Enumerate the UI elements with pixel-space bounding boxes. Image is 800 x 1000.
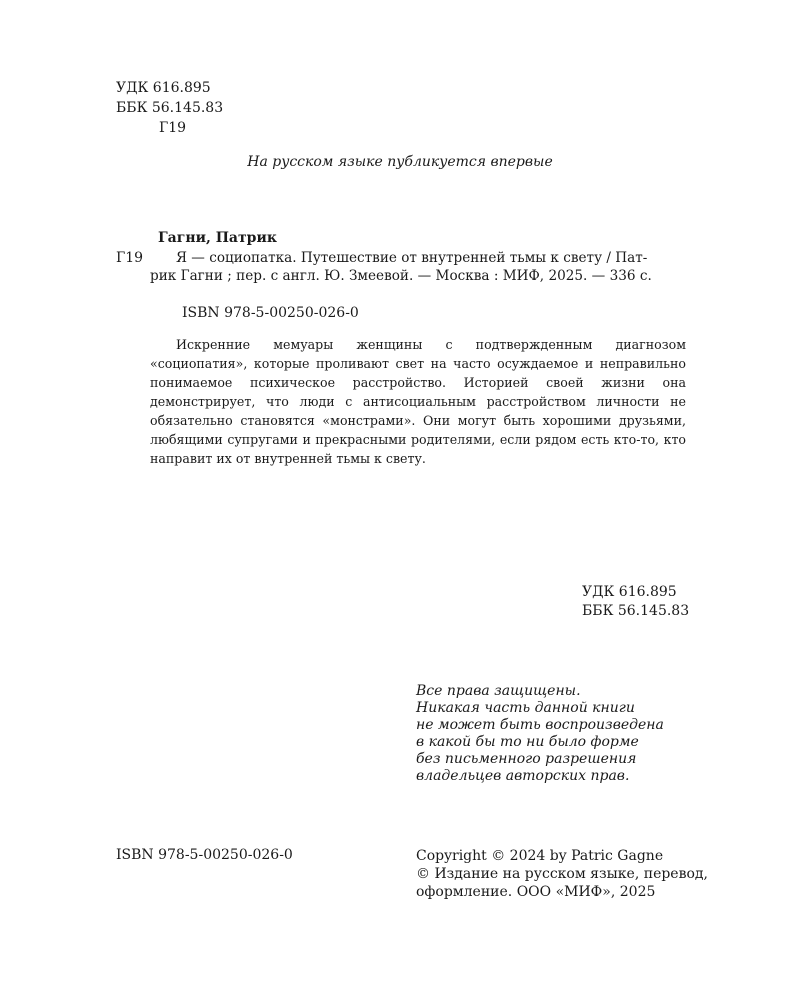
rights-line: Никакая часть данной книги: [416, 700, 635, 716]
catalog-entry: [150, 250, 686, 285]
bbk-code: ББК 56.145.83: [116, 99, 224, 116]
publication-note: На русском языке публикуется впервые: [247, 154, 553, 170]
catalog-isbn: ISBN 978-5-00250-026-0: [182, 305, 359, 321]
rights-line: не может быть воспроизведена: [416, 717, 664, 733]
rights-line: в какой бы то ни было форме: [416, 734, 639, 750]
rights-line: владельцев авторских прав.: [416, 768, 630, 784]
author-mark: Г19: [159, 119, 187, 136]
copyright-block: [416, 847, 708, 901]
annotation: Искренние мемуары женщины с подтвержденным диагнозом «социопатия», которые проливают свет на часто осуждаемое и неправильно понимаемое психическое расстройство. Историей своей жизни она демонстрирует, что люди с антисоциальным расстройством личности не обязательно становятся «монстрами». Они могут быть хорошими друзьями, любящими супругами и прекрасными родителями, если рядом есть кто-то, кто направит их от внутренней тьмы к свету.: [150, 337, 686, 466]
copyright-line: © Издание на русском языке, перевод,: [416, 866, 708, 882]
catalog-author-mark: Г19: [116, 250, 144, 266]
rights-line: Все права защищены.: [416, 683, 581, 699]
rights-line: без письменного разрешения: [416, 751, 637, 767]
catalog-entry-line: рик Гагни ; пер. с англ. Ю. Змеевой. — Москва : МИФ, 2025. — 336 с.: [150, 268, 652, 285]
classification-block: [116, 80, 223, 136]
rights-notice: [416, 683, 664, 785]
footer-isbn: ISBN 978-5-00250-026-0: [116, 847, 293, 863]
bbk-code-bottom: ББК 56.145.83: [582, 602, 690, 619]
author-heading: Гагни, Патрик: [158, 230, 277, 246]
catalog-entry-line: Я — социопатка. Путешествие от внутренней тьмы к свету / Пат-: [176, 250, 648, 266]
bottom-classification-block: [582, 584, 689, 620]
copyright-line: Copyright © 2024 by Patric Gagne: [416, 848, 664, 864]
udk-code: УДК 616.895: [116, 80, 211, 96]
copyright-line: оформление. ООО «МИФ», 2025: [416, 884, 656, 900]
udk-code-bottom: УДК 616.895: [582, 584, 677, 600]
